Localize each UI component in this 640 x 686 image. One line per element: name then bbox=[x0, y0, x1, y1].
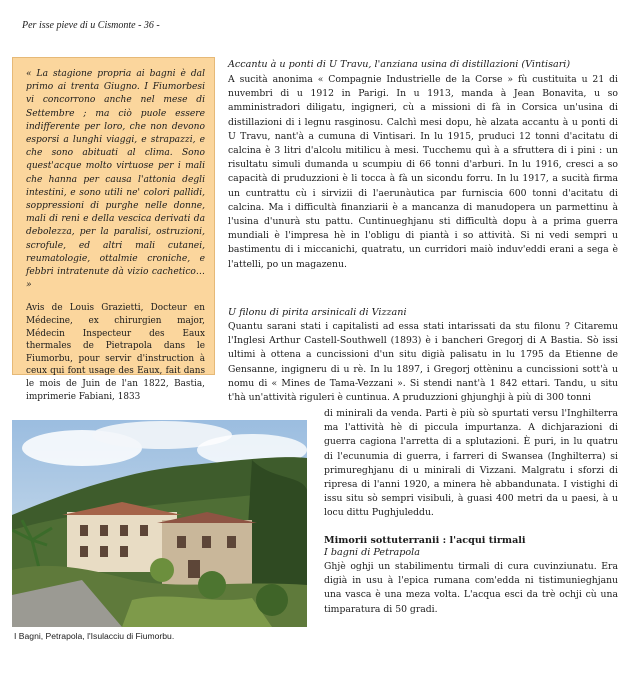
section-title: Accantu à u ponti di U Travu, l'anziana usina di distillazioni (Vintisari) bbox=[228, 59, 571, 70]
photo-caption: I Bagni, Petrapola, l'Isulacciu di Fiumorbu. bbox=[14, 631, 175, 641]
section-body: Ghjè oghji un stabilimentu tirmali di cura cuvinziunatu. Era digià in usu à l'epica rumana com'edda ni tistimunieghjanu una vasca è una meza volta. L'acqua esci da trè ochji cù una timparatura di 50 gradi. bbox=[324, 561, 618, 615]
section-body: A sucità anonima « Compagnie Industrielle de la Corse » fù custituita u 21 di nuvembri di u 1912 in Parigi. In u 1913, manda à Jean Bonavita, u so amministradori diligatu, ingigneri, cù a missioni di fà in Corsica un'usina di distillazioni di i legnu rasginosu. Calchì mesi dopu, hè alzata accantu à u ponti di U Travu, nant'à a cumuna di Vintisari. In lu 1915, pruduci 12 tonni d'acitatu di calcina è 3 litri d'alcolu mitilicu à mesi. Tucchemu quì à a sfruttera di i pini : un risultatu simuli dumanda u scumpiu di 66 tonni d'arburi. In lu 1916, cresci a so capacità di pruduzzioni è li tocca à fà un sicondu forru. In lu 1917, a sucità firma un cuntrattu cù i sirvizii di l'aerunàutica par furniscia 600 tonni d'acitatu di calcina. Ma i difficultà finanziarii è a mancanza di manudopera un parmettinu à l'usina d'unurà stu pattu. Cuntinueghjanu sti difficultà dopu à a prima guerra mundiali è l'impresa hè in l'obligu di piantà i so attività. Si ni vedi sempri u bastimentu di i miccanichi, quatratu, un curridori maiò induv'eddi erani a sega è l'attelli, po un magazenu. bbox=[228, 74, 618, 270]
historical-quote: « La stagione propria ai bagni è dal primo ai trenta Giugno. I Fiumorbesi vi concorrono anche nel mese di Settembre ; ma ciò puole essere indifferente per loro, che non devono esporsi a lunghi viaggi, e strapazzi, e che sono abituati al clima. Sono quest'acque molto virtuose per i mali che hanna per causa l'attonia degli intestini, e sono utili ne' colori pallidi, soppressioni di purghe nelle donne, mali di reni e della vescica derivati da debolezza, per la paralisi, ostruzioni, scrofule, ed altri mali cutanei, reumatologie, ottalmie croniche, e febbri intratenute dà vizio cachetico… » bbox=[26, 69, 205, 291]
section-thermal-waters bbox=[324, 535, 618, 617]
section-body: Quantu sarani stati i capitalisti ad essa stati intarissati da stu filonu ? Citaremu l'Inglesi Arthur Castell-Southwell (1893) è i bancheri Gregorj di A Bastia. Sò issi ultimi à ottena a cuncissioni d'un situ digià palisatu in lu 1795 da Etienne de Gensanne, ingigneru di u rè. In lu 1897, i Gregorj ottèninu a cuncissioni sott'à u nomu di « Mines de Tama-Vezzani ». Si stendi nant'à 1 842 ettari. Tandu, u situ t'hà un'attività riguleri è cuntinua. A pruduzzioni ghjunghji à più di 300 tonni bbox=[228, 321, 618, 404]
section-pyrite-vein bbox=[228, 307, 618, 405]
quote-source: Avis de Louis Grazietti, Docteur en Médecine, ex chirurgien major, Médecin Inspecteur des Eaux thermales de Pietrapola dans le Fiumorbu, pour servir d'instruction à ceux qui font usage des Eaux, fait dans le mois de Juin de l'an 1822, Bastia, imprimerie Fabiani, 1833 bbox=[26, 303, 205, 402]
section-pyrite-vein-continued bbox=[324, 407, 618, 521]
section-title: U filonu di pirita arsinicali di Vizzani bbox=[228, 307, 407, 318]
running-header: Per isse pieve di u Cismonte - 36 - bbox=[22, 20, 160, 31]
section-title: Mimorii sottuterranii : l'acqui tirmali bbox=[324, 535, 526, 546]
section-body-continued: di minirali da venda. Parti è più sò spurtati versu l'Inghilterra ma l'attività hè di piccula impurtanza. A dichjarazioni di guerra cagiona l'arretta di a splutazioni. È puri, in lu quatru di l'ecunumia di guerra, i farreri di Swansea (Inghilterra) si primureghjanu di u minirali di Vizzani. Malgratu i sforzi di ripresa di l'anni 1920, a minera hè abbandunata. I vistighi di issu situ sò sempri visibuli, à guasi 400 metri da u paesi, à u locu dittu Pughjuleddu. bbox=[324, 408, 618, 519]
quote-sidebar bbox=[12, 57, 215, 402]
thermal-baths-photo bbox=[12, 420, 307, 627]
section-subtitle: I bagni di Petrapola bbox=[324, 547, 420, 558]
section-distillery bbox=[228, 59, 618, 272]
